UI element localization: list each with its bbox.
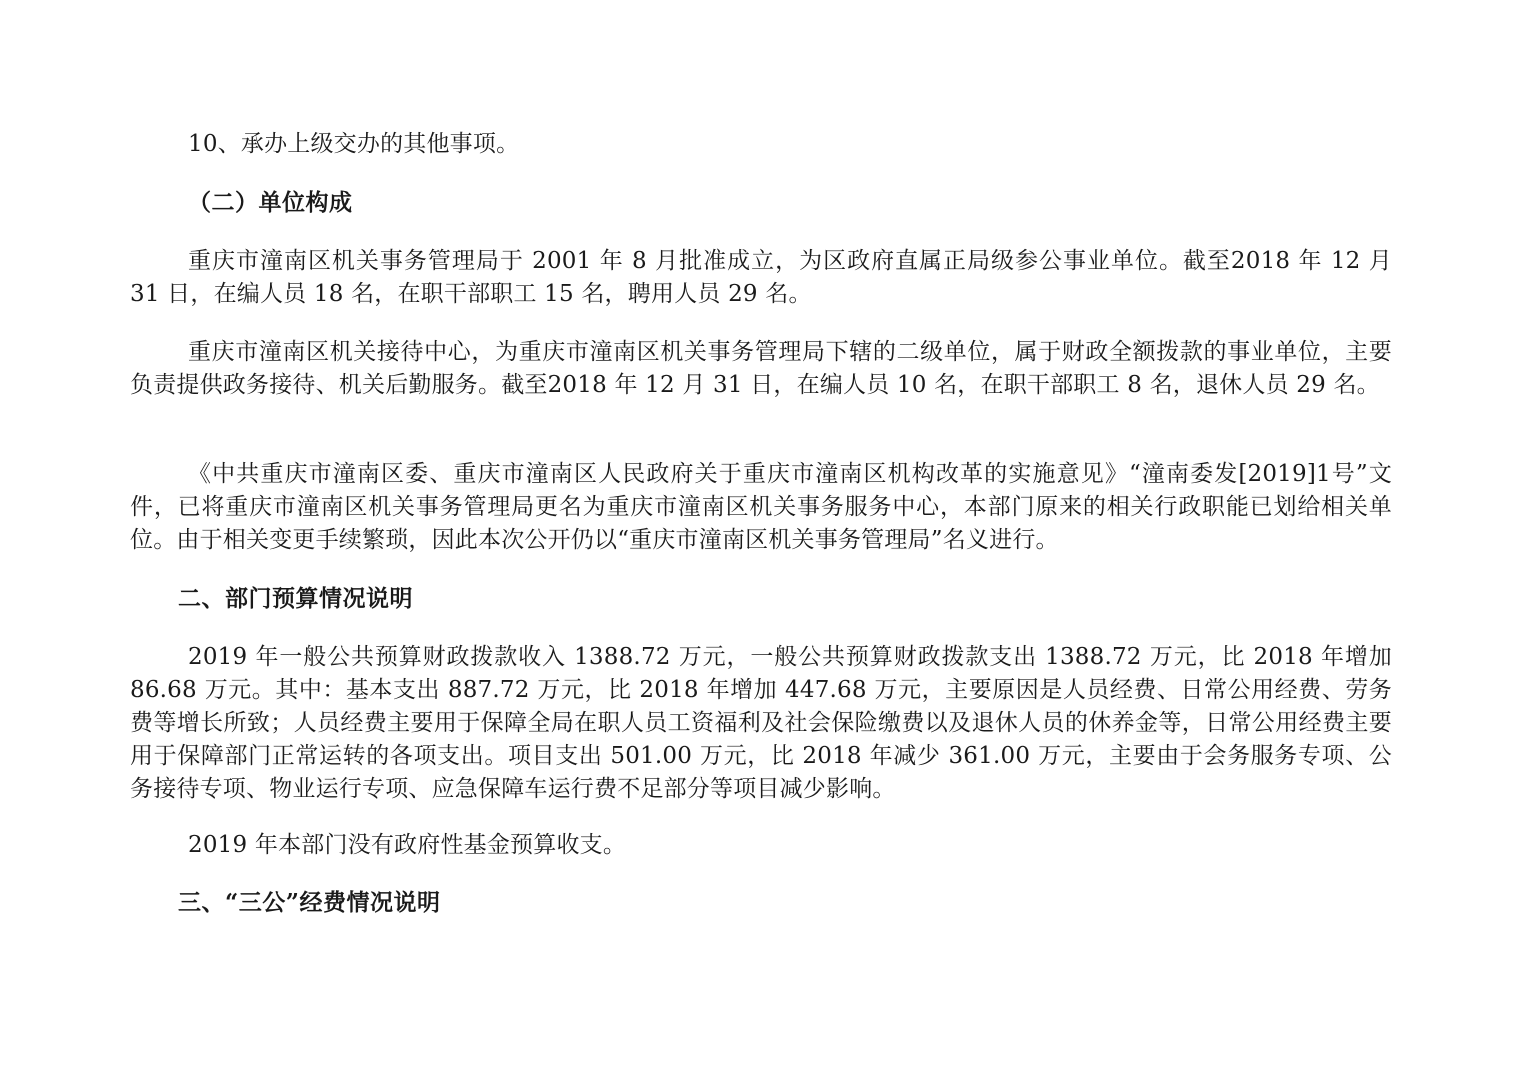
- paragraph-bureau-establishment: 重庆市潼南区机关事务管理局于 2001 年 8 月批准成立，为区政府直属正局级参公事业单位。截至2018 年 12 月 31 日，在编人员 18 名，在职干部职工 15 名，聘用人员 29 名。: [130, 248, 1392, 307]
- paragraph-government-fund: 2019 年本部门没有政府性基金预算收支。: [188, 832, 627, 858]
- heading-unit-composition: （二）单位构成: [188, 189, 353, 216]
- list-item-10: 10、承办上级交办的其他事项。: [188, 131, 520, 157]
- heading-three-public-expenses: 三、“三公”经费情况说明: [178, 889, 441, 916]
- heading-department-budget: 二、部门预算情况说明: [178, 585, 413, 612]
- paragraph-budget-details: 2019 年一般公共预算财政拨款收入 1388.72 万元，一般公共预算财政拨款支出 1388.72 万元，比 2018 年增加 86.68 万元。其中：基本支出 887.72 万元，比 2018 年增加 447.68 万元，主要原因是人员经费、日常公用经费、劳务费等增长所致；人员经费主要用于保障全局在职人员工资福利及社会保险缴费以及退休人员的休养金等，日常公用经费主要用于保障部门正常运转的各项支出。项目支出 501.00 万元，比 2018 年减少 361.00 万元，主要由于会务服务专项、公务接待专项、物业运行专项、应急保障车运行费不足部分等项目减少影响。: [130, 644, 1392, 802]
- paragraph-institutional-reform: 《中共重庆市潼南区委、重庆市潼南区人民政府关于重庆市潼南区机构改革的实施意见》“潼南委发[2019]1号”文件，已将重庆市潼南区机关事务管理局更名为重庆市潼南区机关事务服务中心，本部门原来的相关行政职能已划给相关单位。由于相关变更手续繁琐，因此本次公开仍以“重庆市潼南区机关事务管理局”名义进行。: [130, 461, 1392, 553]
- paragraph-reception-center: 重庆市潼南区机关接待中心，为重庆市潼南区机关事务管理局下辖的二级单位，属于财政全额拨款的事业单位，主要负责提供政务接待、机关后勤服务。截至2018 年 12 月 31 日，在编人员 10 名，在职干部职工 8 名，退休人员 29 名。: [130, 339, 1392, 398]
